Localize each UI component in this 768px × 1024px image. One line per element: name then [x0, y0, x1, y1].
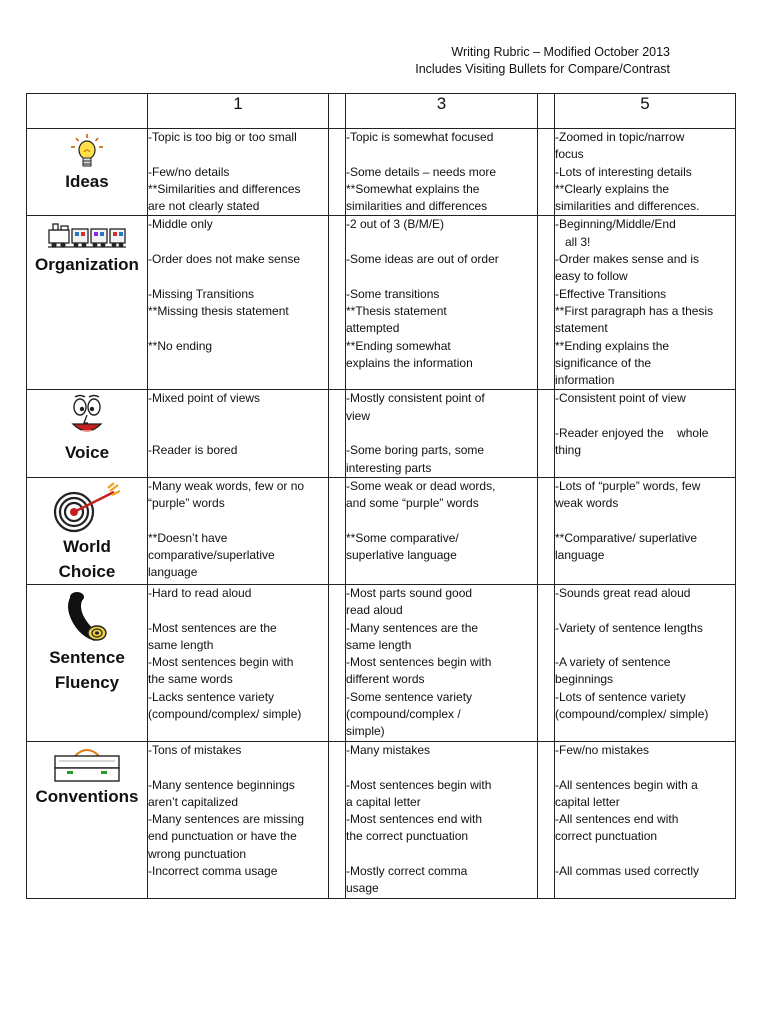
criteria-line: -Some ideas are out of order [346, 252, 499, 267]
spacer-cell [329, 129, 346, 216]
face-icon [27, 394, 147, 440]
spacer-cell [538, 129, 555, 216]
spacer-cell [538, 216, 555, 390]
trait-name: Conventions [35, 786, 139, 806]
trait-name: Voice [64, 443, 110, 463]
criteria-line: capital letter [555, 794, 620, 809]
criteria-line: **Thesis statement [346, 303, 447, 318]
criteria-cell-score-5 [555, 741, 736, 898]
criteria-line: -All sentences begin with a [555, 777, 698, 792]
target-icon [27, 482, 147, 534]
criteria-line: -Mostly consistent point of [346, 391, 485, 406]
trait-cell [27, 129, 148, 216]
trait-name: Organization [35, 255, 139, 275]
spacer-cell [329, 584, 346, 741]
criteria-line: -Many sentence beginnings [148, 777, 295, 792]
criteria-line: usage [346, 881, 379, 896]
criteria-cell-score-1 [148, 477, 329, 584]
spacer-header-cell [329, 94, 346, 129]
criteria-line [148, 234, 328, 251]
criteria-line: -Mostly correct comma [346, 864, 468, 879]
criteria-cell-score-5 [555, 390, 736, 477]
telephone-icon [27, 589, 147, 645]
criteria-line [346, 846, 537, 863]
criteria-line: -Some details – needs more [346, 164, 497, 179]
criteria-cell-score-3 [346, 741, 538, 898]
criteria-line: **No ending [148, 338, 213, 353]
document-header [380, 44, 670, 78]
criteria-line: -Most sentences end with [346, 812, 483, 827]
criteria-line: -Effective Transitions [555, 286, 667, 301]
criteria-line: -Middle only [148, 217, 213, 232]
score-header-row [27, 94, 736, 129]
criteria-line [555, 602, 735, 619]
criteria-line: -Most sentences begin with [148, 655, 294, 670]
rubric-row [27, 584, 736, 741]
criteria-line: -Lots of sentence variety [555, 689, 686, 704]
criteria-line: simple) [346, 724, 385, 739]
criteria-line: -All commas used correctly [555, 864, 700, 879]
trait-header-cell [27, 94, 148, 129]
score-header-5: 5 [555, 94, 736, 129]
criteria-line: -Few/no mistakes [555, 742, 650, 757]
criteria-cell-score-3 [346, 129, 538, 216]
lightbulb-icon [27, 133, 147, 169]
criteria-line: **Some comparative/ [346, 530, 459, 545]
criteria-line: read aloud [346, 603, 403, 618]
criteria-line [555, 759, 735, 776]
rubric-row [27, 129, 736, 216]
criteria-line: -Many mistakes [346, 742, 431, 757]
criteria-line: -Lots of interesting details [555, 164, 692, 179]
trait-name: World [63, 536, 111, 556]
criteria-line: -Many sentences are the [346, 620, 479, 635]
spacer-cell [538, 584, 555, 741]
spacer-cell [538, 390, 555, 477]
criteria-line: -Order does not make sense [148, 252, 301, 267]
trait-name: Ideas [65, 172, 109, 191]
criteria-line [346, 759, 537, 776]
criteria-line: **Missing thesis statement [148, 303, 289, 318]
criteria-line: -Sounds great read aloud [555, 585, 691, 600]
criteria-line: -A variety of sentence [555, 655, 671, 670]
criteria-line [148, 408, 328, 425]
criteria-line: -Some transitions [346, 286, 440, 301]
header-title: Writing Rubric – Modified October 2013 [451, 45, 670, 59]
rubric-row [27, 741, 736, 898]
criteria-line: statement [555, 321, 608, 336]
criteria-line: **First paragraph has a thesis [555, 303, 714, 318]
header-subtitle: Includes Visiting Bullets for Compare/Contrast [415, 62, 670, 76]
criteria-line: language [148, 565, 198, 580]
criteria-line [148, 759, 328, 776]
criteria-line: significance of the [555, 355, 652, 370]
criteria-line: -Lots of “purple” words, few [555, 478, 701, 493]
criteria-line: -Most sentences begin with [346, 777, 492, 792]
criteria-line: same length [148, 637, 214, 652]
score-header-1: 1 [148, 94, 329, 129]
criteria-line [346, 146, 537, 163]
criteria-line [555, 637, 735, 654]
criteria-cell-score-5 [555, 129, 736, 216]
criteria-line: (compound/complex/ simple) [555, 707, 709, 722]
criteria-line: -All sentences end with [555, 812, 679, 827]
criteria-line: view [346, 408, 371, 423]
criteria-cell-score-1 [148, 390, 329, 477]
criteria-line: -Order makes sense and is [555, 252, 700, 267]
criteria-line: -Beginning/Middle/End [555, 217, 676, 232]
criteria-line: -Reader enjoyed the whole [555, 426, 709, 441]
criteria-line: and some “purple” words [346, 496, 479, 511]
criteria-line [555, 846, 735, 863]
rubric-row [27, 477, 736, 584]
criteria-line: -Missing Transitions [148, 286, 255, 301]
rubric-row [27, 216, 736, 390]
criteria-line: end punctuation or have the [148, 829, 297, 844]
criteria-line: focus [555, 147, 584, 162]
toolbox-icon [27, 746, 147, 784]
rubric-row [27, 390, 736, 477]
criteria-line: -Variety of sentence lengths [555, 620, 703, 635]
criteria-line: -Lacks sentence variety [148, 689, 275, 704]
criteria-line: same length [346, 637, 412, 652]
criteria-cell-score-5 [555, 477, 736, 584]
criteria-line: weak words [555, 496, 619, 511]
criteria-line: information [555, 373, 615, 388]
criteria-line: -Most sentences are the [148, 620, 277, 635]
criteria-line: -Few/no details [148, 164, 230, 179]
criteria-line: superlative language [346, 548, 457, 563]
criteria-line [148, 513, 328, 530]
trait-cell [27, 216, 148, 390]
criteria-line [346, 234, 537, 251]
criteria-line: **Similarities and differences [148, 181, 301, 196]
criteria-line: are not clearly stated [148, 199, 260, 214]
criteria-cell-score-5 [555, 216, 736, 390]
criteria-cell-score-1 [148, 741, 329, 898]
criteria-line: thing [555, 443, 582, 458]
criteria-line [148, 146, 328, 163]
criteria-line: -Topic is too big or too small [148, 130, 297, 144]
trait-cell [27, 584, 148, 741]
spacer-cell [329, 390, 346, 477]
criteria-line: -Incorrect comma usage [148, 864, 278, 879]
criteria-cell-score-1 [148, 584, 329, 741]
criteria-line: -Consistent point of view [555, 391, 686, 406]
criteria-cell-score-1 [148, 129, 329, 216]
criteria-line: easy to follow [555, 269, 628, 284]
criteria-line: -Tons of mistakes [148, 742, 242, 757]
spacer-cell [329, 216, 346, 390]
criteria-line: similarities and differences. [555, 199, 700, 214]
criteria-line [555, 513, 735, 530]
criteria-line: -Most sentences begin with [346, 655, 492, 670]
criteria-line: **Somewhat explains the [346, 181, 480, 196]
trait-name: Fluency [54, 672, 120, 692]
criteria-line: **Ending somewhat [346, 338, 451, 353]
criteria-line: (compound/complex / [346, 707, 461, 722]
criteria-line: **Comparative/ superlative [555, 530, 698, 545]
criteria-line: explains the information [346, 355, 473, 370]
criteria-line: all 3! [555, 234, 591, 249]
criteria-line: -Zoomed in topic/narrow [555, 130, 685, 144]
criteria-line: the same words [148, 672, 233, 687]
criteria-line: **Ending explains the [555, 338, 670, 353]
spacer-cell [538, 741, 555, 898]
criteria-line [346, 425, 537, 442]
criteria-line: -Some boring parts, some [346, 443, 485, 458]
criteria-line: **Clearly explains the [555, 181, 670, 196]
criteria-line: -Some weak or dead words, [346, 478, 496, 493]
criteria-cell-score-3 [346, 216, 538, 390]
criteria-line: different words [346, 672, 425, 687]
criteria-line: similarities and differences [346, 199, 488, 214]
criteria-line: “purple” words [148, 496, 225, 511]
rubric-table [26, 93, 736, 899]
score-header-3: 3 [346, 94, 538, 129]
spacer-cell [538, 477, 555, 584]
criteria-line: -Reader is bored [148, 443, 238, 458]
spacer-header-cell [538, 94, 555, 129]
criteria-line [148, 320, 328, 337]
criteria-line: comparative/superlative [148, 548, 275, 563]
criteria-line: aren’t capitalized [148, 794, 239, 809]
criteria-line: a capital letter [346, 794, 421, 809]
criteria-line [346, 268, 537, 285]
train-icon [27, 220, 147, 252]
spacer-cell [329, 741, 346, 898]
criteria-cell-score-3 [346, 390, 538, 477]
criteria-cell-score-1 [148, 216, 329, 390]
trait-cell [27, 741, 148, 898]
spacer-cell [329, 477, 346, 584]
criteria-line: interesting parts [346, 460, 432, 475]
criteria-line: -Many weak words, few or no [148, 478, 305, 493]
trait-cell [27, 390, 148, 477]
criteria-line [148, 268, 328, 285]
criteria-line: -Most parts sound good [346, 585, 473, 600]
criteria-line: correct punctuation [555, 829, 658, 844]
criteria-line: -Hard to read aloud [148, 585, 252, 600]
criteria-line [346, 513, 537, 530]
criteria-line: -Many sentences are missing [148, 812, 305, 827]
criteria-line: beginnings [555, 672, 614, 687]
criteria-line: -Topic is somewhat focused [346, 130, 494, 144]
criteria-cell-score-3 [346, 477, 538, 584]
criteria-line: attempted [346, 321, 400, 336]
criteria-line: (compound/complex/ simple) [148, 707, 302, 722]
criteria-line: -Mixed point of views [148, 391, 261, 406]
criteria-line: **Doesn’t have [148, 530, 228, 545]
criteria-cell-score-5 [555, 584, 736, 741]
criteria-cell-score-3 [346, 584, 538, 741]
criteria-line: the correct punctuation [346, 829, 469, 844]
criteria-line: language [555, 548, 605, 563]
criteria-line: -2 out of 3 (B/M/E) [346, 217, 445, 232]
trait-cell [27, 477, 148, 584]
criteria-line [555, 408, 735, 425]
criteria-line: -Some sentence variety [346, 689, 473, 704]
trait-name: Choice [58, 561, 116, 581]
trait-name: Sentence [49, 647, 125, 667]
criteria-line [148, 425, 328, 442]
criteria-line: wrong punctuation [148, 846, 247, 861]
criteria-line [148, 602, 328, 619]
